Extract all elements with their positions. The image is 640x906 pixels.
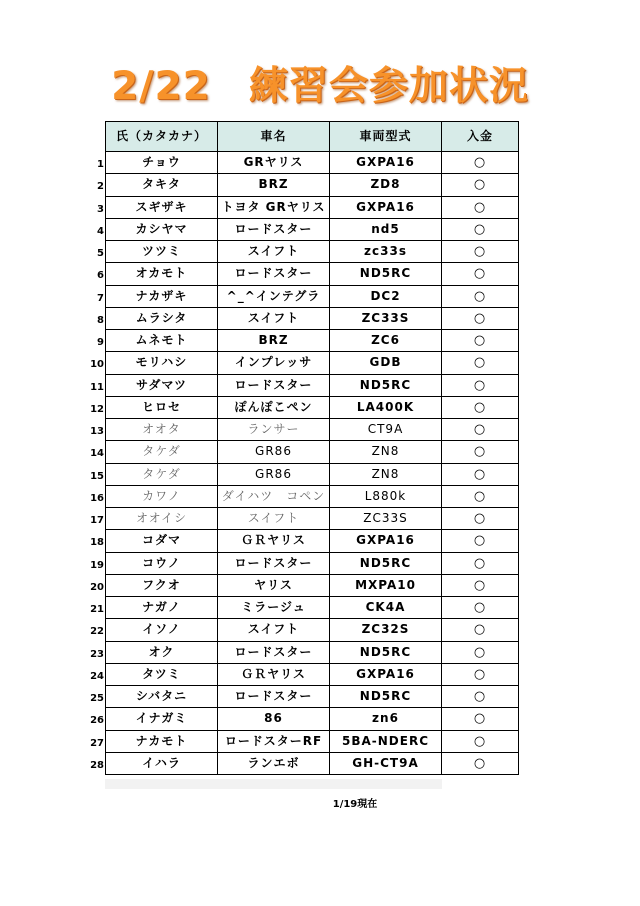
model-cell: ND5RC (330, 686, 442, 708)
car-cell: BRZ (218, 174, 330, 196)
model-cell: CT9A (330, 419, 442, 441)
paid-cell: ○ (442, 664, 519, 686)
table-row (88, 174, 520, 196)
model-cell: GXPA16 (330, 152, 442, 174)
paid-cell: ○ (442, 575, 519, 597)
paid-cell: ○ (442, 530, 519, 552)
table-row (88, 464, 520, 486)
row-number: 12 (90, 403, 104, 415)
row-number: 21 (90, 604, 104, 615)
model-cell: GXPA16 (330, 664, 442, 686)
footer-shade (105, 779, 442, 789)
model-cell: LA400K (330, 397, 442, 419)
row-number: 3 (97, 203, 104, 215)
row-number: 23 (90, 648, 104, 660)
name-cell: スギザキ (106, 197, 218, 219)
row-number: 27 (90, 737, 104, 749)
table-row (88, 575, 520, 597)
row-number: 19 (90, 559, 104, 571)
table-row (88, 397, 520, 419)
name-cell: コウノ (106, 553, 218, 575)
model-cell: GH-CT9A (330, 753, 442, 775)
table-row (88, 686, 520, 708)
name-cell: イナガミ (106, 708, 218, 730)
row-number: 17 (90, 515, 104, 526)
table-row (88, 219, 520, 241)
car-cell: ロードスター (218, 553, 330, 575)
table-row (88, 619, 520, 641)
row-number: 4 (97, 225, 104, 237)
paid-cell: ○ (442, 597, 519, 619)
car-cell: 86 (218, 708, 330, 730)
name-cell: カシヤマ (106, 219, 218, 241)
paid-cell: ○ (442, 486, 519, 508)
name-cell: ツツミ (106, 241, 218, 263)
model-cell: CK4A (330, 597, 442, 619)
table-row (88, 486, 520, 508)
car-cell: インプレッサ (218, 352, 330, 374)
model-cell: DC2 (330, 286, 442, 308)
row-number: 20 (90, 581, 104, 593)
name-cell: タツミ (106, 664, 218, 686)
car-cell: ぽんぽこペン (218, 397, 330, 419)
model-cell: 5BA-NDERC (330, 731, 442, 753)
table-row (88, 753, 520, 775)
page-title (0, 62, 640, 112)
model-cell: ZC33S (330, 308, 442, 330)
paid-cell: ○ (442, 330, 519, 352)
table-row (88, 642, 520, 664)
model-cell: nd5 (330, 219, 442, 241)
table-row (88, 553, 520, 575)
car-cell: GR86 (218, 464, 330, 486)
header-name: 氏（カタカナ） (106, 122, 218, 152)
car-cell: ミラージュ (218, 597, 330, 619)
paid-cell: ○ (442, 464, 519, 486)
paid-cell: ○ (442, 174, 519, 196)
participation-table (88, 121, 520, 775)
table-row (88, 197, 520, 219)
title-date: 2/22 (111, 64, 211, 109)
name-cell: オオタ (106, 419, 218, 441)
car-cell: ロードスター (218, 263, 330, 285)
model-cell: GXPA16 (330, 197, 442, 219)
paid-cell: ○ (442, 397, 519, 419)
paid-cell: ○ (442, 508, 519, 530)
name-cell: モリハシ (106, 352, 218, 374)
name-cell: オク (106, 642, 218, 664)
car-cell: トヨタ GRヤリス (218, 197, 330, 219)
model-cell: MXPA10 (330, 575, 442, 597)
car-cell: ランエボ (218, 753, 330, 775)
car-cell: スイフト (218, 508, 330, 530)
car-cell: ＧＲヤリス (218, 530, 330, 552)
name-cell: イハラ (106, 753, 218, 775)
car-cell: スイフト (218, 241, 330, 263)
car-cell: ダイハツ コペン (218, 486, 330, 508)
model-cell: L880k (330, 486, 442, 508)
name-cell: コダマ (106, 530, 218, 552)
car-cell: GR86 (218, 441, 330, 463)
row-number: 25 (90, 693, 104, 704)
name-cell: シバタニ (106, 686, 218, 708)
car-cell: ロードスター (218, 219, 330, 241)
table-body (88, 152, 520, 775)
row-number: 13 (90, 426, 104, 437)
table-row (88, 597, 520, 619)
table-row (88, 286, 520, 308)
row-number: 24 (90, 670, 104, 682)
row-number: 7 (97, 292, 104, 304)
table-row (88, 352, 520, 374)
table-row (88, 330, 520, 352)
name-cell: サダマツ (106, 375, 218, 397)
table-row (88, 241, 520, 263)
name-cell: ナカザキ (106, 286, 218, 308)
table-row (88, 419, 520, 441)
model-cell: ND5RC (330, 375, 442, 397)
name-cell: タケダ (106, 441, 218, 463)
row-number: 2 (97, 181, 104, 193)
model-cell: ND5RC (330, 553, 442, 575)
paid-cell: ○ (442, 686, 519, 708)
table-row (88, 152, 520, 174)
table-header-row (88, 121, 520, 152)
paid-cell: ○ (442, 308, 519, 330)
model-cell: zc33s (330, 241, 442, 263)
as-of-note: 1/19現在 (332, 799, 378, 810)
paid-cell: ○ (442, 197, 519, 219)
paid-cell: ○ (442, 219, 519, 241)
paid-cell: ○ (442, 619, 519, 641)
name-cell: ムラシタ (106, 308, 218, 330)
car-cell: スイフト (218, 308, 330, 330)
model-cell: ZC33S (330, 508, 442, 530)
row-number: 9 (97, 337, 104, 348)
paid-cell: ○ (442, 286, 519, 308)
row-number: 10 (90, 359, 104, 371)
model-cell: GXPA16 (330, 530, 442, 552)
name-cell: カワノ (106, 486, 218, 508)
table-row (88, 308, 520, 330)
table-row (88, 664, 520, 686)
table-row (88, 508, 520, 530)
car-cell: ヤリス (218, 575, 330, 597)
paid-cell: ○ (442, 241, 519, 263)
car-cell: ロードスター (218, 642, 330, 664)
paid-cell: ○ (442, 375, 519, 397)
row-number: 15 (90, 470, 104, 482)
name-cell: オカモト (106, 263, 218, 285)
table-row (88, 375, 520, 397)
car-cell: ^_^インテグラ (218, 286, 330, 308)
row-number: 26 (90, 715, 104, 727)
table-row (88, 263, 520, 285)
model-cell: ZC6 (330, 330, 442, 352)
model-cell: ZD8 (330, 174, 442, 196)
name-cell: ムネモト (106, 330, 218, 352)
row-number: 5 (97, 248, 104, 259)
model-cell: ND5RC (330, 263, 442, 285)
name-cell: フクオ (106, 575, 218, 597)
row-number: 18 (90, 537, 104, 549)
model-cell: ZN8 (330, 464, 442, 486)
paid-cell: ○ (442, 352, 519, 374)
car-cell: ロードスターRF (218, 731, 330, 753)
title-text: 練習会参加状況 (248, 64, 529, 109)
table-row (88, 731, 520, 753)
model-cell: ND5RC (330, 642, 442, 664)
name-cell: チョウ (106, 152, 218, 174)
paid-cell: ○ (442, 731, 519, 753)
model-cell: zn6 (330, 708, 442, 730)
car-cell: BRZ (218, 330, 330, 352)
paid-cell: ○ (442, 708, 519, 730)
paid-cell: ○ (442, 553, 519, 575)
name-cell: ナガノ (106, 597, 218, 619)
row-number: 11 (90, 381, 104, 393)
row-number: 28 (90, 759, 104, 771)
car-cell: ロードスター (218, 375, 330, 397)
header-car: 車名 (218, 122, 330, 152)
table-row (88, 530, 520, 552)
name-cell: ヒロセ (106, 397, 218, 419)
paid-cell: ○ (442, 419, 519, 441)
paid-cell: ○ (442, 263, 519, 285)
row-number: 22 (90, 626, 104, 638)
model-cell: ZN8 (330, 441, 442, 463)
name-cell: タケダ (106, 464, 218, 486)
car-cell: ＧＲヤリス (218, 664, 330, 686)
car-cell: ロードスター (218, 686, 330, 708)
model-cell: GDB (330, 352, 442, 374)
name-cell: ナカモト (106, 731, 218, 753)
table-row (88, 708, 520, 730)
paid-cell: ○ (442, 441, 519, 463)
row-number: 16 (90, 492, 104, 504)
name-cell: イソノ (106, 619, 218, 641)
car-cell: スイフト (218, 619, 330, 641)
car-cell: ランサー (218, 419, 330, 441)
name-cell: タキタ (106, 174, 218, 196)
paid-cell: ○ (442, 152, 519, 174)
header-paid: 入金 (442, 122, 519, 152)
car-cell: GRヤリス (218, 152, 330, 174)
model-cell: ZC32S (330, 619, 442, 641)
row-number: 14 (90, 448, 104, 460)
row-number: 8 (97, 314, 104, 326)
paid-cell: ○ (442, 753, 519, 775)
paid-cell: ○ (442, 642, 519, 664)
table-row (88, 441, 520, 463)
name-cell: オオイシ (106, 508, 218, 530)
row-number: 1 (97, 159, 104, 170)
row-number: 6 (97, 270, 104, 282)
header-model: 車両型式 (330, 122, 442, 152)
